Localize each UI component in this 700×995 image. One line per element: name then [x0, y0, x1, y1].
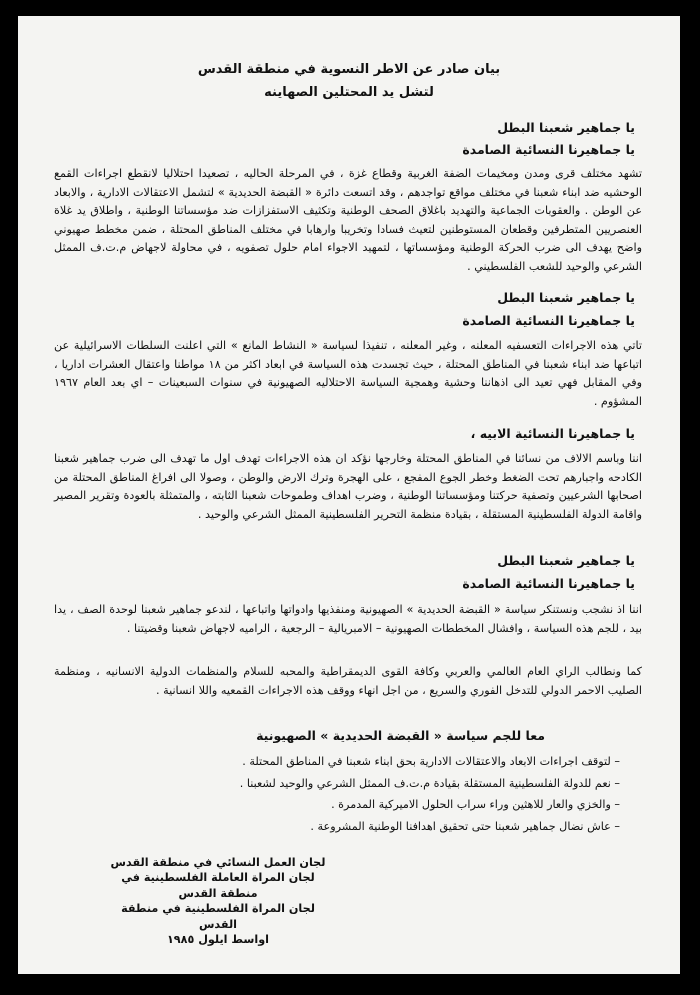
signature-line: لجان المراة العاملة الفلسطينية في منطقة القدس — [121, 871, 315, 900]
signature-date: اواسط ايلول ١٩٨٥ — [166, 933, 270, 947]
slogans-heading: معا للجم سياسة « القبضة الحديدية » الصهيونية — [256, 728, 545, 743]
slogans-list — [60, 751, 620, 837]
section4-body-2: كما ونطالب الراي العام العالمي والعربي وكافة القوى الديمقراطية والمحبه للسلام والمنظمات الدولية الانسانيه ، ومنظمة الصليب الاحمر الدولي للتدخل الفوري والسريع ، من اجل انهاء ووقف هذه الاجراءات القمعيه واللا انسانية . — [54, 665, 642, 697]
section1-heading-2: يا جماهيرنا النسائية الصامدة — [462, 142, 635, 157]
slogan-item: – عاش نضال جماهير شعبنا حتى تحقيق اهدافنا الوطنية المشروعة . — [310, 819, 620, 833]
section3-body: اننا وباسم الالاف من نسائنا في المناطق المحتلة وخارجها نؤكد ان هذه الاجراءات تهدف اول ما تهدف الى ضرب جماهير شعبنا الكادحه واجبارهم تحت الضغط وخطر الجوع المفجع ، على الهجرة وترك الارض والوطن ، وصولا الى افراغ المناطق المحتلة من اصحابها الشرعيين وتصفية حركتنا ومؤسساتنا الوطنية ، وضرب اهداف وطموحات شعبنا الثابته ، والمتمثلة بالعودة وتقرير المصير واقامة الدولة الفلسطينية المستقلة ، بقيادة منظمة التحرير الفلسطينية الممثل الشرعي والوحيد . — [54, 452, 642, 521]
signature-line: لجان المراة الفلسطينية في منطقة القدس — [121, 902, 315, 931]
section1-body: تشهد مختلف قرى ومدن ومخيمات الضفة الغربية وقطاع غزة ، في المرحلة الحاليه ، تصعيدا احتلاليا لانقطع اجراءات القمع الوحشيه ضد ابناء شعبنا في مختلف مواقع تواجدهم ، وقد اتسعت دائرة « القبضة الحديدية » لتشمل الاعتقالات الادارية ، والابعاد عن الوطن . والعقوبات الجماعية والتهديد باغلاق الصحف الوطنية وتكثيف الاستفزازات ضد مؤسساتنا الوطنية ، واطلاق يد غلاة العنصريين المتطرفين وقطعان المستوطنين لتعيث فسادا وتخريبا وارهابا في مختلف المناطق المحتلة ، ضمن مخطط صهيوني واضح يهدف الى ضرب الحركة الوطنية ومؤسساتها ، لتمهيد الاجواء امام حلول تصفويه ، في محاولة لاجهاض م.ت.ف الممثل الشرعي والوحيد للشعب الفلسطيني . — [54, 167, 642, 273]
title-line-2: لتشل يد المحتلين الصهاينه — [264, 85, 434, 100]
section1-heading-1: يا جماهير شعبنا البطل — [497, 120, 635, 135]
signature-block — [103, 855, 333, 947]
section4-paragraph-1 — [54, 601, 642, 638]
section3-heading: يا جماهيرنا النسائية الابيه ، — [470, 426, 635, 441]
signature-line: لجان العمل النسائي في منطقة القدس — [110, 856, 326, 869]
section4-heading-2: يا جماهيرنا النسائية الصامدة — [462, 576, 635, 591]
slogan-item: – والخزي والعار للاهثين وراء سراب الحلول الاميركية المدمرة . — [331, 798, 620, 811]
section4-heading-1: يا جماهير شعبنا البطل — [497, 553, 635, 568]
section4-paragraph-2 — [54, 663, 642, 700]
document-sheet — [18, 16, 680, 974]
section4-body-1: اننا اذ نشجب ونستنكر سياسة « القبضة الحديدية » الصهيونية ومنفذيها وادواتها واتباعها ، لندعو جماهير شعبنا لوحدة الصف ، يدا بيد ، للجم هذه السياسة ، وافشال المخططات الصهيونية – الامبريالية – الرجعية ، الراميه لاجهاض شعبنا وقضيتنا . — [54, 603, 642, 635]
section2-paragraph — [54, 337, 642, 411]
section3-paragraph — [54, 450, 642, 524]
section2-heading-1: يا جماهير شعبنا البطل — [497, 290, 635, 305]
section1-paragraph — [54, 165, 642, 277]
slogan-item: – نعم للدولة الفلسطينية المستقلة بقيادة م.ت.ف الممثل الشرعي والوحيد لشعبنا . — [239, 776, 620, 790]
title-line-1: بيان صادر عن الاطر النسوية في منطقة القدس — [197, 62, 501, 77]
section2-body: تاتي هذه الاجراءات التعسفيه المعلنه ، وغير المعلنه ، تنفيذا لسياسة « النشاط المانع » التي اعلنت السلطات الاسرائيلية عن اتباعها ضد ابناء شعبنا في المناطق المحتلة ، حيث تجسدت هذه السياسة في ابعاد اكثر من ١٨ مواطنا واعتقال العشرات اداريا ، وفي المقابل فهي تعيد الى اذهاننا وحشية وهمجية السياسة الاحتلاليه الصهيونية في سنوات السبعينات – اي بعد العام ١٩٦٧ المشؤوم . — [54, 339, 642, 408]
section2-heading-2: يا جماهيرنا النسائية الصامدة — [462, 313, 635, 328]
slogan-item: – لتوقف اجراءات الابعاد والاعتقالات الادارية بحق ابناء شعبنا في المناطق المحتلة . — [242, 755, 620, 768]
